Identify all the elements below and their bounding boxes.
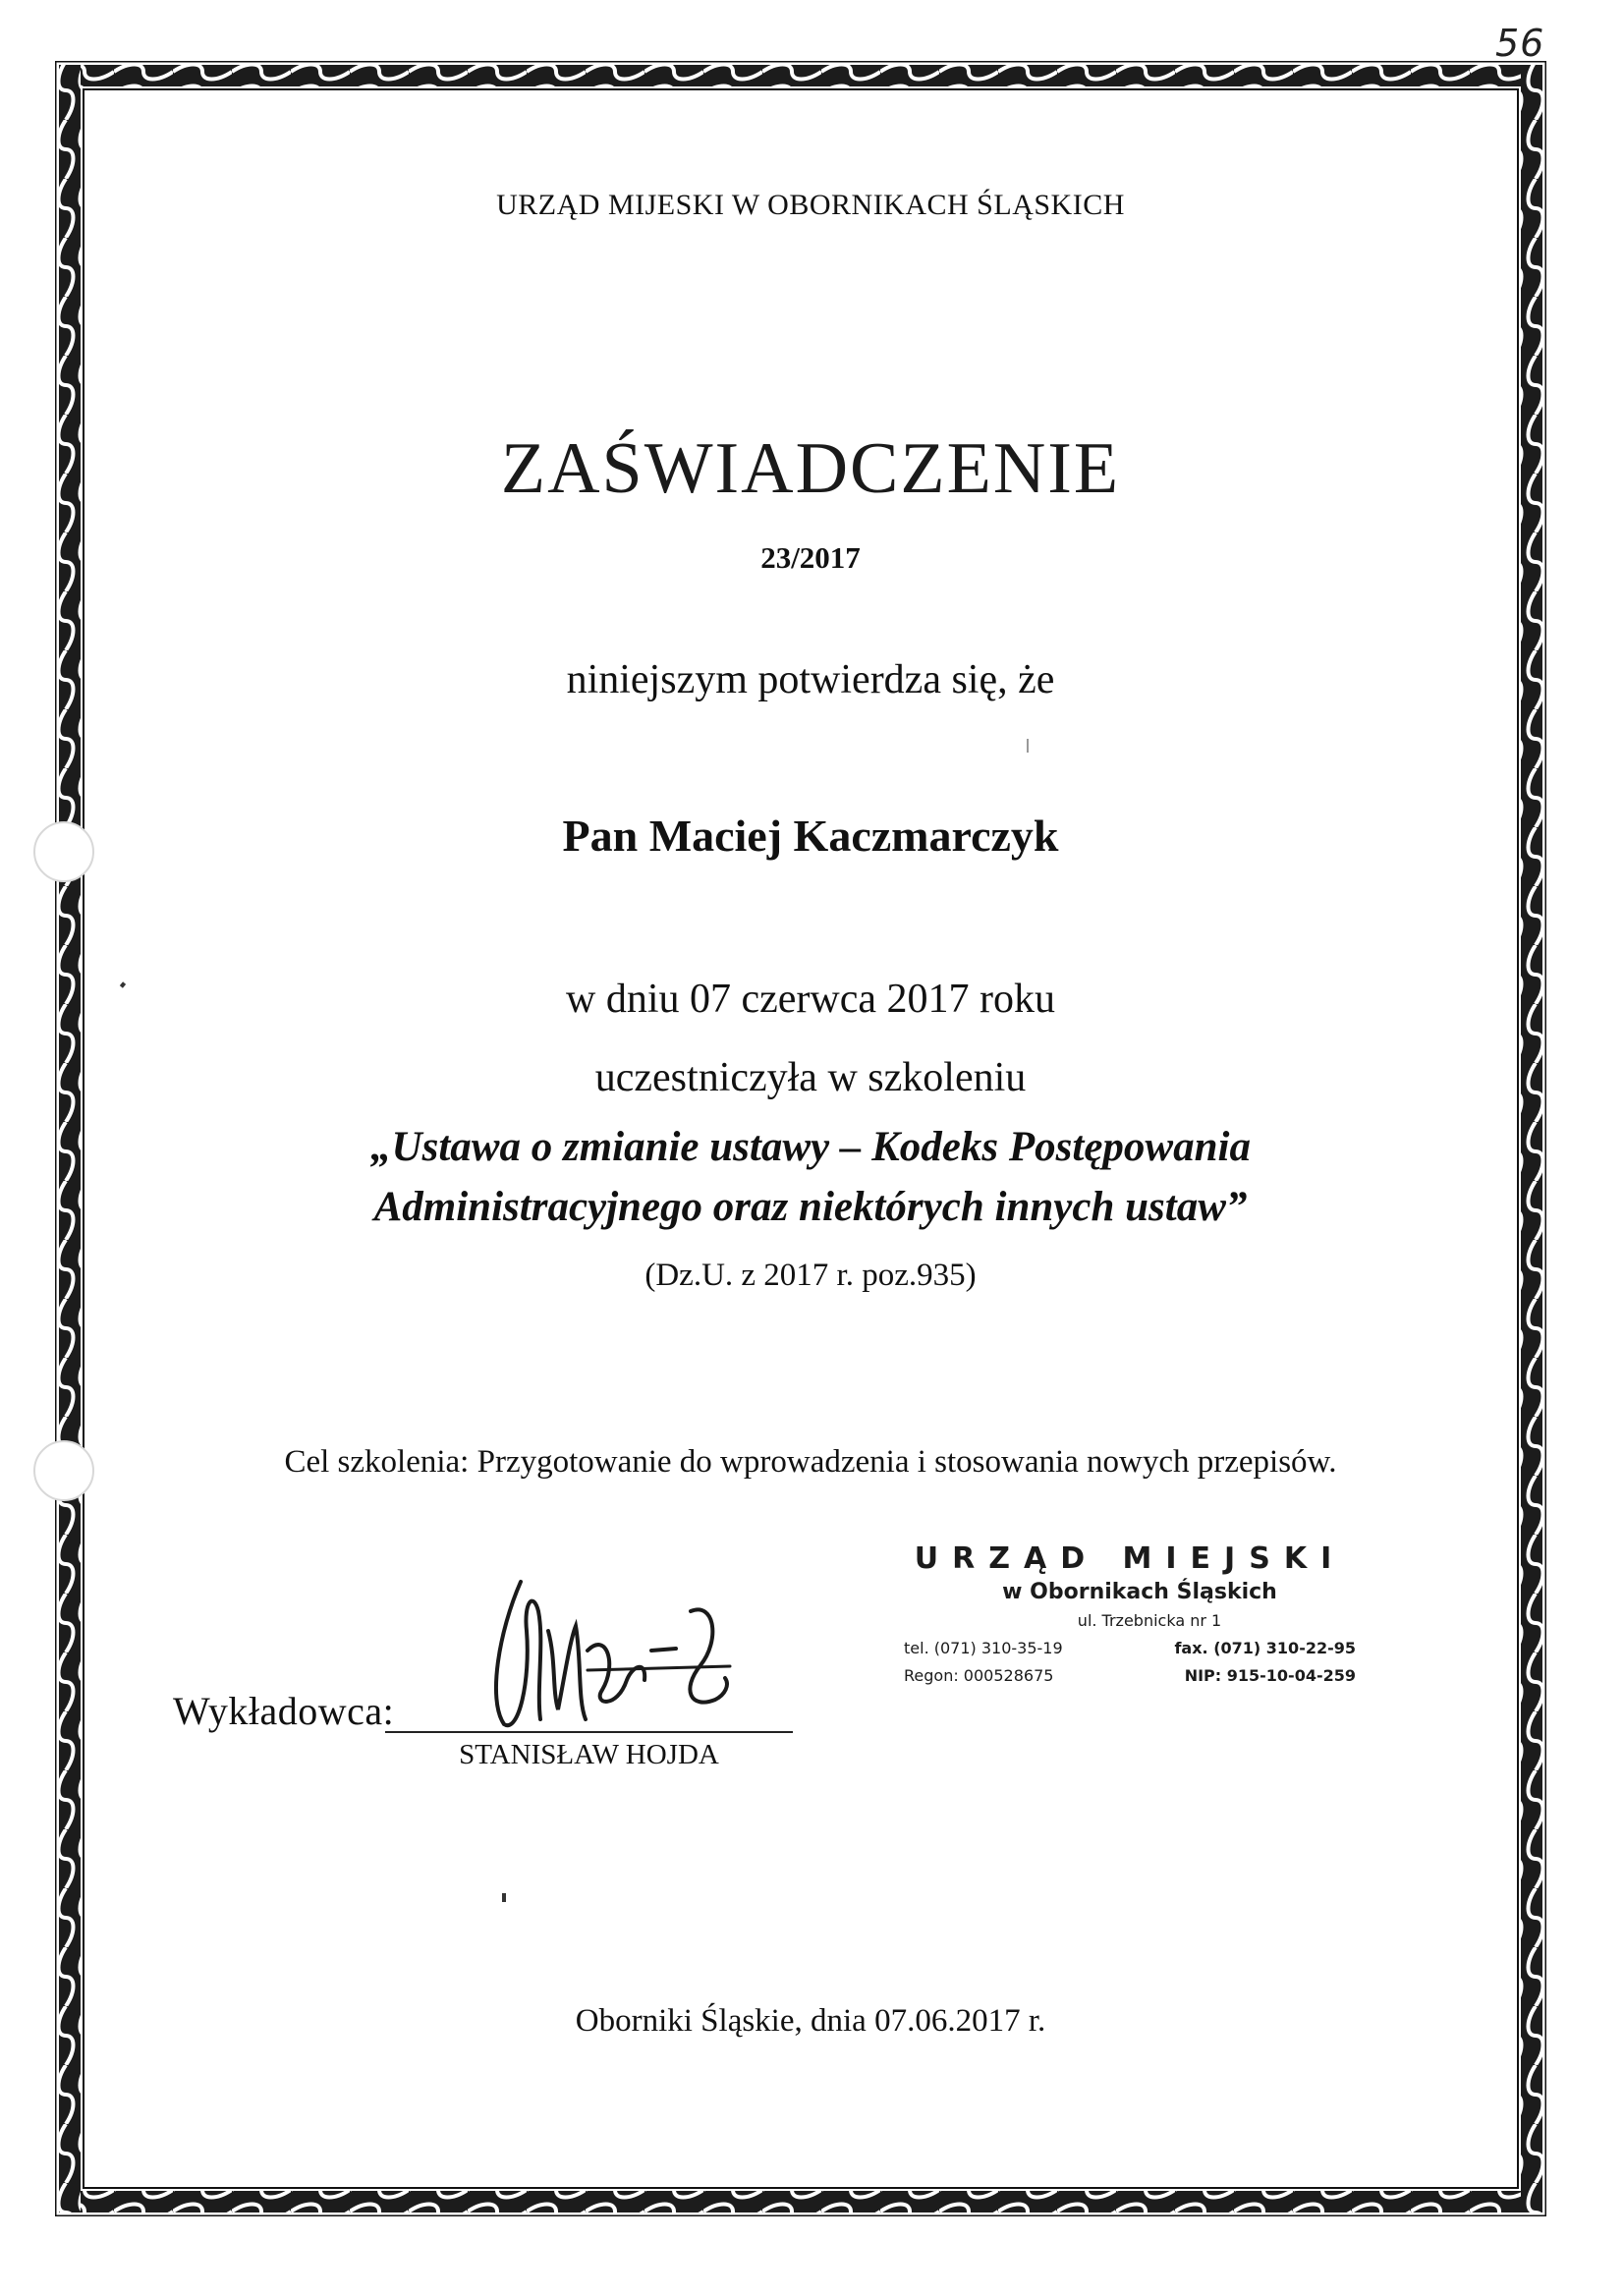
lecturer-name: STANISŁAW HOJDA xyxy=(459,1739,719,1770)
legal-reference: (Dz.U. z 2017 r. poz.935) xyxy=(644,1258,977,1293)
stamp-regon: Regon: 000528675 xyxy=(904,1666,1054,1685)
stamp-nip: NIP: 915-10-04-259 xyxy=(1184,1666,1356,1685)
place-and-date: Oborniki Śląskie, dnia 07.06.2017 r. xyxy=(575,2003,1046,2039)
person-name: Pan Maciej Kaczmarczyk xyxy=(562,811,1059,861)
course-title-line: „Ustawa o zmianie ustawy – Kodeks Postępowania xyxy=(370,1124,1251,1170)
lecturer-label: Wykładowca: xyxy=(173,1689,395,1733)
punch-hole xyxy=(33,821,94,882)
intro-text: niniejszym potwierdza się, że xyxy=(566,657,1055,702)
stamp-id-row xyxy=(904,1662,1356,1690)
document-title: ZAŚWIADCZENIE xyxy=(500,428,1121,509)
stamp-contact-row xyxy=(904,1635,1356,1662)
office-stamp xyxy=(904,1540,1356,1690)
course-title-line: Administracyjnego oraz niektórych innych ustaw” xyxy=(373,1184,1248,1230)
training-goal: Cel szkolenia: Przygotowanie do wprowadzenia i stosowania nowych przepisów. xyxy=(284,1444,1337,1480)
stamp-title: URZĄD MIEJSKI xyxy=(914,1541,1346,1576)
training-date: w dniu 07 czerwca 2017 roku xyxy=(565,977,1055,1022)
punch-hole xyxy=(33,1440,94,1501)
stamp-fax: fax. (071) 310-22-95 xyxy=(1174,1639,1356,1657)
document-number: 23/2017 xyxy=(760,540,861,575)
handwritten-signature xyxy=(479,1572,735,1734)
stamp-tel: tel. (071) 310-35-19 xyxy=(904,1639,1063,1657)
stamp-subtitle: w Obornikach Śląskich xyxy=(1002,1580,1277,1604)
participation-text: uczestniczyła w szkoleniu xyxy=(594,1055,1027,1100)
page-number: 56 xyxy=(1495,22,1545,65)
stamp-street: ul. Trzebnicka nr 1 xyxy=(1077,1611,1222,1630)
certificate-body xyxy=(88,0,1533,2296)
office-header: URZĄD MIJESKI W OBORNIKACH ŚLĄSKICH xyxy=(496,189,1125,221)
